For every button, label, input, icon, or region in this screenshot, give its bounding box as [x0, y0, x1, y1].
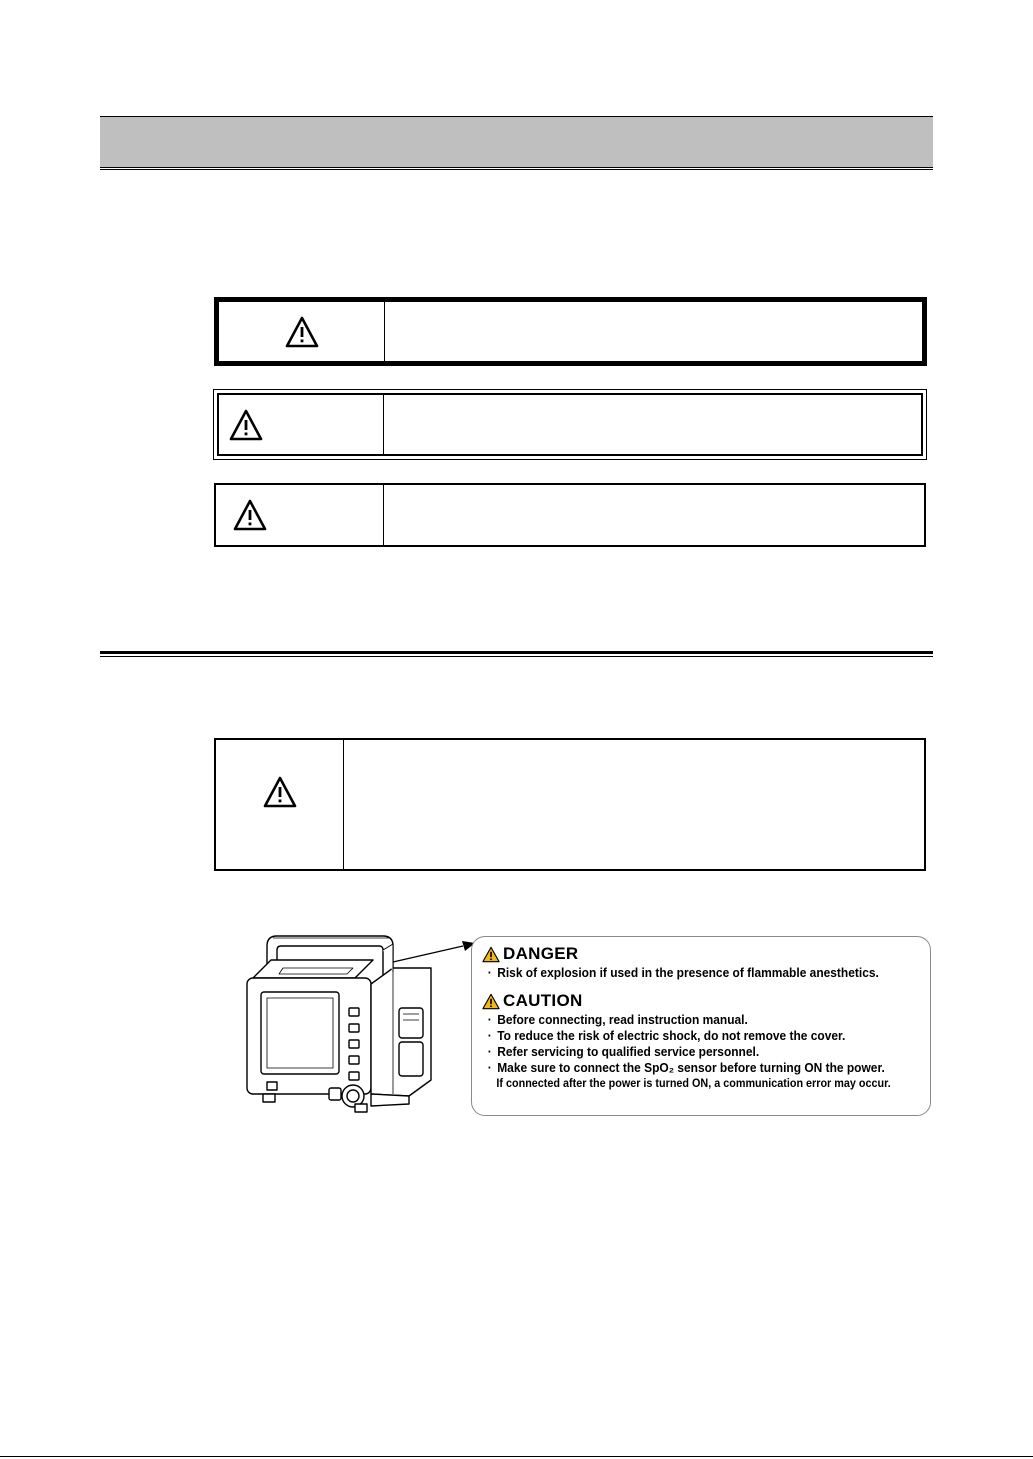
warning-symbol-cell [219, 395, 384, 454]
danger-symbol-box [214, 297, 927, 366]
caution-symbol-cell [216, 485, 384, 545]
warning-triangle-yellow-icon [482, 946, 500, 963]
caution-heading-text: CAUTION [503, 991, 583, 1010]
warning-triangle-icon [263, 776, 297, 808]
bullet: · [487, 1029, 492, 1043]
caution-symbol-box [214, 483, 926, 547]
warning-triangle-yellow-icon [482, 993, 500, 1010]
caution-text-cell [384, 485, 924, 545]
section-divider-thin [100, 656, 933, 657]
caution-line-text: Before connecting, read instruction manual. [497, 1013, 748, 1027]
section-divider [100, 651, 933, 654]
caution-line [482, 1044, 898, 1060]
caution-line [482, 1028, 898, 1044]
warning-triangle-icon [233, 499, 267, 531]
warning-symbol-box [213, 389, 927, 460]
caution-line-text: Refer servicing to qualified service personnel. [497, 1045, 760, 1059]
bullet: · [487, 966, 492, 980]
caution-note: If connected after the power is turned ON, a communication error may occur. [496, 1076, 891, 1090]
caution-line [482, 1012, 898, 1028]
patient-monitor-illustration [243, 928, 475, 1122]
section-header-bar [100, 116, 933, 168]
warning-triangle-icon [285, 316, 319, 348]
page-bottom-rule [0, 1456, 1033, 1457]
caution-line [482, 1060, 898, 1076]
caution-heading [482, 990, 920, 1012]
caution-line-text: Make sure to connect the SpO₂ sensor before turning ON the power. [497, 1061, 885, 1075]
caution-line-text: To reduce the risk of electric shock, do not remove the cover. [497, 1029, 846, 1043]
device-warning-label [471, 936, 931, 1116]
danger-text-cell [385, 302, 922, 361]
danger-symbol-cell [219, 302, 385, 361]
danger-heading [482, 943, 920, 965]
label-note-symbol-cell [216, 740, 344, 869]
label-note-box [214, 738, 926, 871]
bullet: · [487, 1013, 492, 1027]
danger-line [482, 965, 898, 981]
bullet: · [487, 1045, 492, 1059]
label-note-text-cell [344, 740, 924, 869]
danger-heading-text: DANGER [503, 944, 579, 963]
bullet: · [487, 1061, 492, 1075]
warning-triangle-icon [229, 409, 263, 441]
section-header-underline [100, 169, 933, 170]
danger-line-text: Risk of explosion if used in the presence of flammable anesthetics. [497, 966, 879, 980]
warning-text-cell [384, 395, 921, 454]
warning-symbol-inner [217, 393, 923, 456]
